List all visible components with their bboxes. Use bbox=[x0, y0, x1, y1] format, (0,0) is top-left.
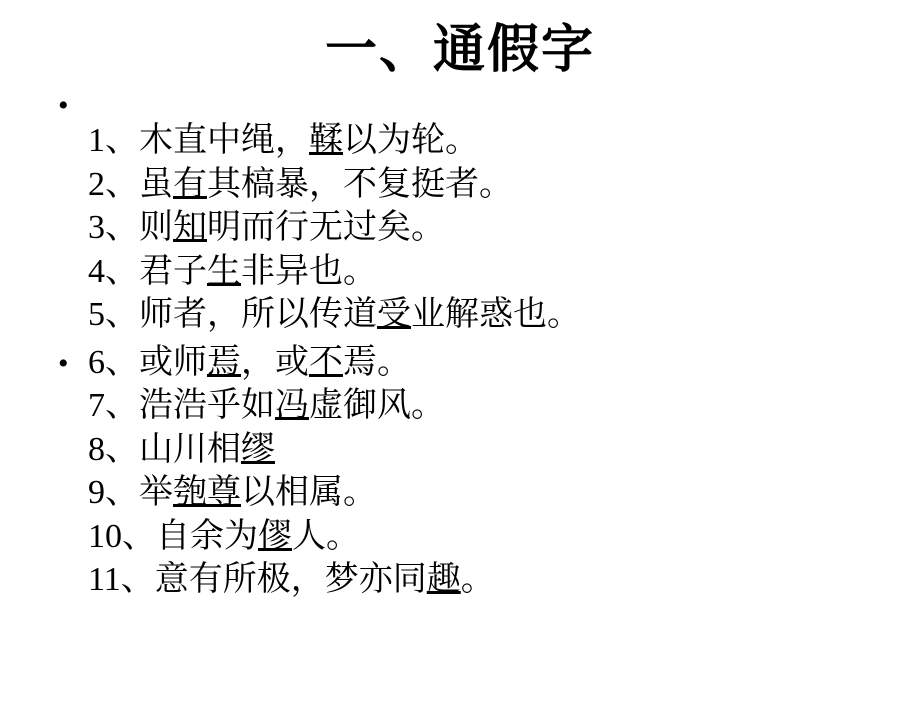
line-text-after: 以相属。 bbox=[241, 474, 377, 512]
line-text-before: 意有所极，梦亦同 bbox=[154, 561, 427, 599]
line-text-after: 以为轮。 bbox=[343, 122, 479, 160]
line-list-2 bbox=[52, 341, 920, 602]
line-text-underlined: 趣 bbox=[426, 561, 461, 599]
bullet-icon: • bbox=[58, 346, 69, 380]
line-number: 10、 bbox=[88, 517, 156, 555]
line-text-underlined: 僇 bbox=[258, 517, 292, 555]
line-text-underlined: 焉 bbox=[207, 343, 241, 381]
line-text-underlined: 知 bbox=[173, 209, 207, 247]
list-item bbox=[88, 293, 920, 337]
list-item bbox=[88, 163, 920, 207]
list-item bbox=[88, 515, 920, 559]
bullet-group-1 bbox=[52, 89, 920, 337]
list-item bbox=[88, 384, 920, 428]
line-list-1 bbox=[52, 119, 920, 337]
line-text-underlined: 有 bbox=[173, 165, 207, 203]
line-text-before: 山川相 bbox=[139, 430, 241, 468]
list-item bbox=[88, 558, 920, 602]
line-text-after: 非异也。 bbox=[241, 252, 377, 290]
slide bbox=[0, 22, 920, 712]
bullet-group-2 bbox=[52, 341, 920, 602]
line-text-after: 。 bbox=[460, 561, 495, 599]
line-text-underlined: 受 bbox=[377, 296, 411, 334]
line-text-underlined: 匏尊 bbox=[173, 474, 241, 512]
line-text-mid: ，或 bbox=[241, 343, 309, 381]
line-text-underlined: 生 bbox=[207, 252, 241, 290]
line-number: 2、 bbox=[88, 165, 139, 203]
line-number: 1、 bbox=[88, 122, 139, 160]
slide-body bbox=[0, 89, 920, 602]
list-item bbox=[88, 250, 920, 294]
line-number: 3、 bbox=[88, 209, 139, 247]
line-text-before: 或师 bbox=[139, 343, 207, 381]
line-number: 9、 bbox=[88, 474, 139, 512]
line-text-after: 明而行无过矣。 bbox=[207, 209, 445, 247]
line-number: 5、 bbox=[88, 296, 139, 334]
line-text-before: 浩浩乎如 bbox=[139, 387, 275, 425]
line-text-after: 其槁暴，不复挺者。 bbox=[207, 165, 513, 203]
line-number: 6、 bbox=[88, 343, 139, 381]
line-number: 7、 bbox=[88, 387, 139, 425]
line-text-after: 虚御风。 bbox=[309, 387, 445, 425]
line-text-before: 师者，所以传道 bbox=[139, 296, 377, 334]
line-number: 4、 bbox=[88, 252, 139, 290]
line-text-underlined-2: 不 bbox=[309, 343, 343, 381]
line-text-before: 木直中绳， bbox=[139, 122, 309, 160]
line-text-underlined: 缪 bbox=[241, 430, 275, 468]
page-title: 一、通假字 bbox=[324, 22, 595, 79]
list-item bbox=[88, 206, 920, 250]
line-text-before: 举 bbox=[139, 474, 173, 512]
list-item bbox=[88, 341, 920, 385]
line-text-underlined: 鞣 bbox=[309, 122, 343, 160]
line-text-underlined: 冯 bbox=[275, 387, 309, 425]
line-text-after: 焉。 bbox=[343, 343, 411, 381]
line-number: 8、 bbox=[88, 430, 139, 468]
bullet-icon: • bbox=[58, 89, 69, 123]
list-item bbox=[88, 471, 920, 515]
line-number: 11、 bbox=[88, 561, 155, 599]
empty-bullet-line bbox=[52, 89, 920, 123]
line-text-after: 业解惑也。 bbox=[411, 296, 581, 334]
line-text-before: 则 bbox=[139, 209, 173, 247]
list-item bbox=[88, 119, 920, 163]
line-text-before: 君子 bbox=[139, 252, 207, 290]
line-text-after: 人。 bbox=[292, 517, 360, 555]
list-item bbox=[88, 428, 920, 472]
line-text-before: 自余为 bbox=[156, 517, 258, 555]
line-text-before: 虽 bbox=[139, 165, 173, 203]
